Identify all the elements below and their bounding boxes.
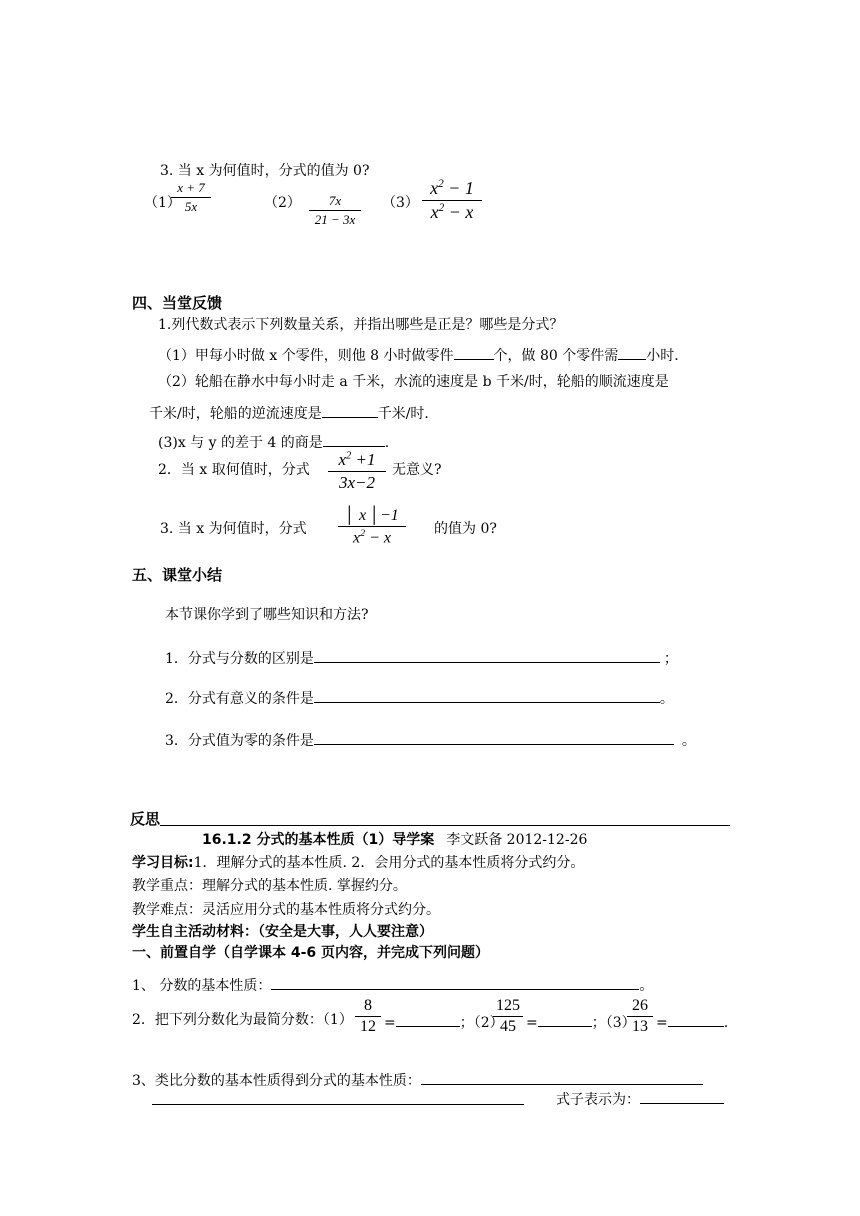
q3-part3-label: （3） [382,195,419,211]
feedback-q1: 1.列代数式表示下列数量关系，并指出哪些是正是？哪些是分式？ [158,317,564,333]
s1-q3-continuation-line[interactable] [152,1104,524,1105]
fraction-numerator: │ x │−1 [345,507,399,524]
fraction-denominator: 3x−2 [338,473,376,492]
answer-blank[interactable] [396,1012,460,1027]
difficulty: 教学难点：灵活应用分式的基本性质将分式约分。 [132,902,440,918]
feedback-q1a: （1）甲每小时做 x 个零件，则他 8 小时做零件 个，做 80 个零件需 小时. [158,345,679,365]
s1-q2-part3-answer: = . [656,1012,728,1032]
fraction-denominator: $x^2 - x$ [353,528,391,547]
materials: 学生自主活动材料：（安全是大事，人人要注意） [132,924,433,940]
reflection-line[interactable] [160,825,730,826]
fraction-numerator: x + 7 [177,180,205,195]
feedback-q1b-line1: （2）轮船在静水中每小时走 a 千米，水流的速度是 b 千米/时，轮船的顺流速度是 [158,374,669,390]
learning-goals: 学习目标:1．理解分式的基本性质. 2．会用分式的基本性质将分式约分。 [132,855,585,871]
fraction-denominator: 21 − 3x [314,212,356,227]
q3-part2-label: （2） [264,195,301,211]
answer-blank[interactable] [668,1012,724,1027]
answer-blank[interactable] [454,345,494,360]
fraction-2: 125 45 [493,997,523,1036]
feedback-q1b-line2: 千米/时，轮船的逆流速度是 千米/时. [149,403,429,423]
fraction-numerator: $x^2 - 1$ [430,178,474,198]
answer-blank[interactable] [323,432,385,447]
answer-blank[interactable] [538,1012,592,1027]
fraction-numerator: $x^2 +1$ [338,450,376,469]
summary-intro: 本节课你学到了哪些知识和方法? [165,607,369,623]
lesson-title: 16.1.2 分式的基本性质（1）导学案 [202,832,435,848]
key-point: 教学重点：理解分式的基本性质. 掌握约分。 [132,878,407,894]
q3-part2-fraction [309,193,361,228]
formula-row: 式子表示为： [556,1089,724,1109]
answer-blank[interactable] [618,345,646,360]
fraction-denominator: 5x [184,199,198,214]
s1-q2-part1-answer: = ；（2） [384,1012,504,1032]
feedback-q2-fraction [328,450,386,493]
answer-blank[interactable] [271,975,639,990]
q3-part1-label: （1） [144,195,181,211]
feedback-q3-suffix: 的值为 0? [434,521,497,537]
answer-blank[interactable] [314,648,660,663]
feedback-q3-text: 3. 当 x 为何值时，分式 [160,521,307,537]
answer-blank[interactable] [640,1089,724,1104]
s1-q2-part2-answer: = ；（3） [526,1012,636,1032]
s1-q1: 1、 分数的基本性质： 。 [132,975,653,995]
fraction-numerator: 7x [328,193,342,208]
summary-item-3: 3．分式值为零的条件是 。 [165,730,696,750]
feedback-q1c: (3)x 与 y 的差于 4 的商是 . [158,432,389,452]
answer-blank[interactable] [421,1070,703,1085]
s1-q3: 3、类比分数的基本性质得到分式的基本性质： [132,1070,703,1090]
lesson-title-row [202,832,587,849]
summary-heading: 五、课堂小结 [132,566,223,584]
fraction-1: 8 12 [355,997,381,1036]
reflection-label: 反思 [130,810,161,828]
feedback-q2-suffix: 无意义? [392,462,442,478]
feedback-heading: 四、当堂反馈 [132,294,223,312]
q3-part1-fraction [171,180,211,215]
summary-item-1: 1．分式与分数的区别是 ； [165,648,678,668]
fraction-denominator: $x^2 - x$ [430,202,474,222]
s1-q2-prefix: 2．把下列分数化为最简分数：（1） [132,1012,353,1028]
fraction-3: 26 13 [627,997,653,1036]
section1-heading: 一、前置自学（自学课本 4-6 页内容，并完成下列问题） [132,945,490,961]
answer-blank[interactable] [322,403,378,418]
summary-item-2: 2．分式有意义的条件是 。 [165,688,674,708]
feedback-q2-text: 2．当 x 取何值时，分式 [158,462,310,478]
answer-blank[interactable] [314,730,674,745]
answer-blank[interactable] [314,688,660,703]
lesson-author: 李文跃备 2012-12-26 [446,832,588,848]
q3-part3-fraction [422,178,482,223]
feedback-q3-fraction [338,507,406,547]
q3-prompt: 3. 当 x 为何值时，分式的值为 0? [160,163,370,179]
